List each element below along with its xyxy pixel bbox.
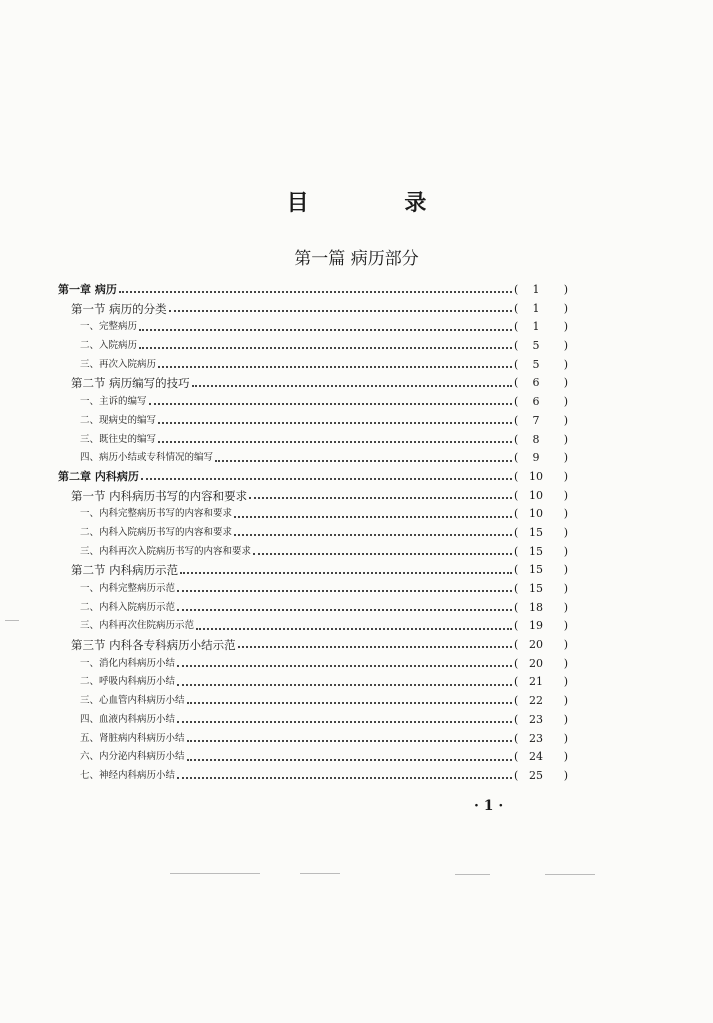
dot-leader bbox=[177, 609, 512, 611]
toc-entry bbox=[58, 487, 558, 506]
dot-leader bbox=[177, 665, 512, 667]
toc-entry bbox=[58, 711, 558, 730]
dot-leader bbox=[234, 534, 512, 536]
dot-leader bbox=[141, 478, 512, 480]
page-number: · 1 · bbox=[474, 798, 504, 814]
toc-entry-page: ( 15 ) bbox=[514, 580, 558, 599]
toc-entry bbox=[58, 374, 558, 393]
dot-leader bbox=[196, 628, 512, 630]
toc-entry-page: ( 10 ) bbox=[514, 505, 558, 524]
toc-entry-page: ( 5 ) bbox=[514, 356, 558, 375]
toc-entry-label: 五、肾脏病内科病历小结 bbox=[80, 732, 185, 744]
toc-entry-page: ( 15 ) bbox=[514, 543, 558, 562]
scan-mark bbox=[5, 620, 19, 621]
dot-leader bbox=[177, 684, 512, 686]
scan-mark bbox=[545, 874, 595, 875]
dot-leader bbox=[177, 590, 512, 592]
toc-entry-label: 一、完整病历 bbox=[80, 321, 138, 333]
toc-entry-page: ( 10 ) bbox=[514, 468, 558, 487]
dot-leader bbox=[177, 777, 512, 779]
toc-entry bbox=[58, 748, 558, 767]
toc-entry bbox=[58, 673, 558, 692]
toc-entry-label: 三、内科再次住院病历示范 bbox=[80, 620, 195, 632]
dot-leader bbox=[177, 721, 512, 723]
dot-leader bbox=[139, 329, 512, 331]
toc-entry-label: 第一节 病历的分类 bbox=[71, 301, 167, 316]
toc-entry-label: 四、血液内科病历小结 bbox=[80, 713, 176, 725]
toc-entry-page: ( 6 ) bbox=[514, 393, 558, 412]
dot-leader bbox=[158, 422, 512, 424]
dot-leader bbox=[139, 347, 512, 349]
toc-entry-page: ( 8 ) bbox=[514, 431, 558, 450]
table-of-contents bbox=[58, 281, 558, 786]
toc-entry-page: ( 21 ) bbox=[514, 673, 558, 692]
toc-entry bbox=[58, 767, 558, 786]
dot-leader bbox=[249, 497, 512, 499]
toc-entry bbox=[58, 412, 558, 431]
toc-entry-label: 二、内科入院病历书写的内容和要求 bbox=[80, 526, 233, 538]
toc-entry bbox=[58, 393, 558, 412]
toc-entry-page: ( 19 ) bbox=[514, 617, 558, 636]
scan-mark bbox=[455, 874, 490, 875]
toc-entry bbox=[58, 356, 558, 375]
toc-entry-label: 三、再次入院病历 bbox=[80, 358, 157, 370]
toc-entry bbox=[58, 524, 558, 543]
toc-entry-page: ( 23 ) bbox=[514, 730, 558, 749]
dot-leader bbox=[215, 460, 512, 462]
toc-entry-page: ( 23 ) bbox=[514, 711, 558, 730]
toc-entry-label: 第二章 内科病历 bbox=[58, 469, 139, 483]
dot-leader bbox=[158, 441, 512, 443]
toc-entry-label: 一、消化内科病历小结 bbox=[80, 657, 176, 669]
toc-entry-label: 一、内科完整病历书写的内容和要求 bbox=[80, 508, 233, 520]
toc-title: 目 录 bbox=[286, 190, 471, 216]
toc-entry bbox=[58, 692, 558, 711]
toc-entry-label: 二、现病史的编写 bbox=[80, 414, 157, 426]
toc-entry-label: 第一章 病历 bbox=[58, 283, 117, 296]
toc-entry-page: ( 20 ) bbox=[514, 655, 558, 674]
toc-entry-label: 三、内科再次入院病历书写的内容和要求 bbox=[80, 545, 252, 557]
toc-entry-label: 二、入院病历 bbox=[80, 340, 138, 352]
toc-entry-label: 三、既往史的编写 bbox=[80, 433, 157, 445]
toc-entry bbox=[58, 730, 558, 749]
dot-leader bbox=[169, 310, 512, 312]
toc-entry-label: 七、神经内科病历小结 bbox=[80, 769, 176, 781]
toc-entry-page: ( 10 ) bbox=[514, 487, 558, 506]
toc-entry bbox=[58, 617, 558, 636]
dot-leader bbox=[253, 553, 512, 555]
dot-leader bbox=[149, 403, 512, 405]
toc-entry bbox=[58, 337, 558, 356]
toc-entry-page: ( 1 ) bbox=[514, 281, 558, 300]
toc-entry-label: 六、内分泌内科病历小结 bbox=[80, 751, 185, 763]
toc-entry-page: ( 1 ) bbox=[514, 300, 558, 319]
dot-leader bbox=[180, 572, 512, 574]
toc-entry-page: ( 15 ) bbox=[514, 524, 558, 543]
dot-leader bbox=[238, 646, 512, 648]
toc-entry bbox=[58, 318, 558, 337]
toc-entry bbox=[58, 599, 558, 618]
toc-entry-page: ( 1 ) bbox=[514, 318, 558, 337]
toc-entry bbox=[58, 431, 558, 450]
toc-entry-page: ( 15 ) bbox=[514, 561, 558, 580]
dot-leader bbox=[187, 740, 512, 742]
dot-leader bbox=[192, 385, 512, 387]
toc-entry-label: 一、主诉的编写 bbox=[80, 396, 147, 408]
toc-entry bbox=[58, 636, 558, 655]
toc-entry-page: ( 22 ) bbox=[514, 692, 558, 711]
toc-entry bbox=[58, 449, 558, 468]
toc-entry-label: 第二节 病历编写的技巧 bbox=[71, 376, 190, 391]
toc-entry-label: 四、病历小结或专科情况的编写 bbox=[80, 452, 214, 464]
toc-entry-page: ( 24 ) bbox=[514, 748, 558, 767]
toc-entry-label: 一、内科完整病历示范 bbox=[80, 583, 176, 594]
toc-entry-page: ( 5 ) bbox=[514, 337, 558, 356]
toc-entry-label: 二、内科入院病历示范 bbox=[80, 601, 176, 613]
toc-entry-label: 第三节 内科各专科病历小结示范 bbox=[71, 638, 236, 653]
toc-entry-page: ( 7 ) bbox=[514, 412, 558, 431]
toc-entry-label: 二、呼吸内科病历小结 bbox=[80, 676, 176, 688]
toc-entry bbox=[58, 655, 558, 674]
toc-entry-label: 三、心血管内科病历小结 bbox=[80, 695, 185, 707]
toc-entry bbox=[58, 300, 558, 319]
toc-entry-page: ( 6 ) bbox=[514, 374, 558, 393]
toc-entry-page: ( 20 ) bbox=[514, 636, 558, 655]
dot-leader bbox=[187, 702, 512, 704]
scan-mark bbox=[170, 873, 260, 874]
dot-leader bbox=[187, 759, 512, 761]
scan-mark bbox=[300, 873, 340, 874]
dot-leader bbox=[119, 291, 512, 293]
toc-entry bbox=[58, 580, 558, 599]
dot-leader bbox=[234, 516, 512, 518]
toc-entry-label: 第一节 内科病历书写的内容和要求 bbox=[71, 488, 248, 503]
toc-entry bbox=[58, 561, 558, 580]
toc-entry-page: ( 18 ) bbox=[514, 599, 558, 618]
toc-entry bbox=[58, 505, 558, 524]
toc-entry bbox=[58, 543, 558, 562]
toc-entry-page: ( 9 ) bbox=[514, 449, 558, 468]
toc-entry bbox=[58, 281, 558, 300]
dot-leader bbox=[158, 366, 512, 368]
toc-entry bbox=[58, 468, 558, 487]
toc-entry-label: 第二节 内科病历示范 bbox=[71, 563, 179, 578]
toc-entry-page: ( 25 ) bbox=[514, 767, 558, 786]
part-title: 第一篇 病历部分 bbox=[294, 249, 419, 269]
